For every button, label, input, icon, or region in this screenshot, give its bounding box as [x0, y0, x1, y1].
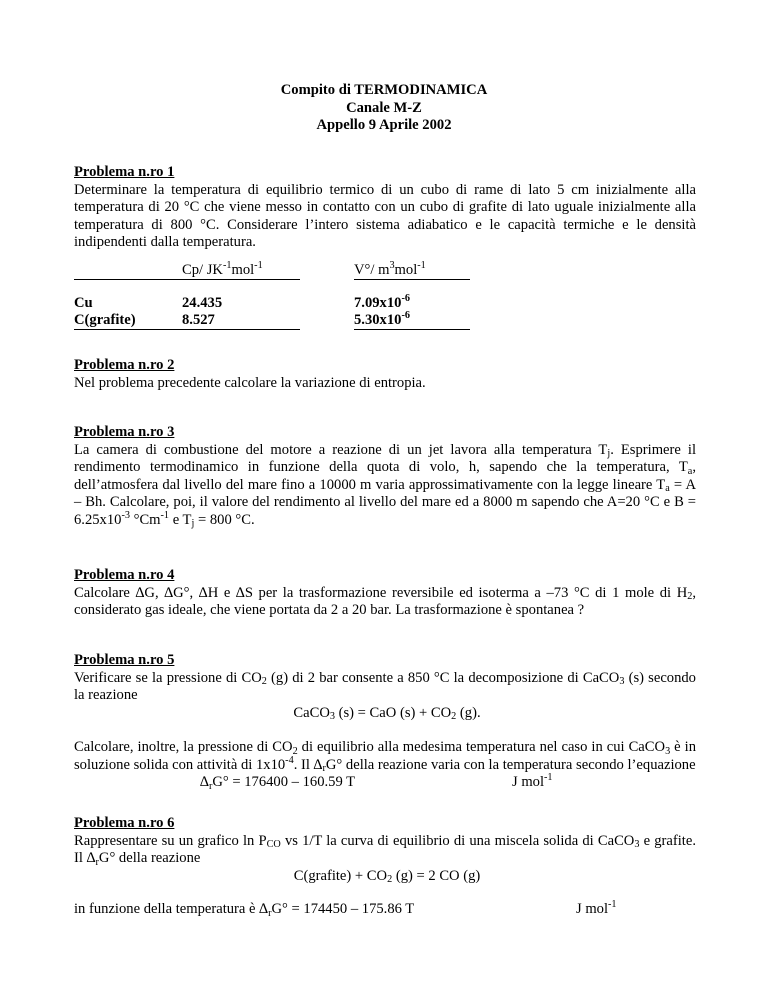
problem-6: [74, 815, 696, 919]
problem-3: [74, 424, 696, 529]
problem-1: [74, 164, 696, 252]
exam-date: Appello 9 Aprile 2002: [316, 117, 452, 133]
problem-6-title: Problema n.ro 6: [74, 815, 175, 831]
problem-4-title: Problema n.ro 4: [74, 567, 175, 583]
problem-5-equation-unit: J mol$^{-1}$: [512, 772, 553, 790]
problem-5: [74, 652, 696, 792]
table-bottom-rule-2: [354, 329, 470, 330]
problem-2-text: Nel problema precedente calcolare la variazione di entropia.: [74, 374, 426, 391]
problem-2: [74, 357, 696, 392]
problem-5-reaction: CaCO$_3$ (s) = CaO $(s) + CO_2$ (g).: [293, 704, 481, 723]
problem-6-equation: [74, 901, 696, 919]
exam-channel: Canale M-Z: [346, 99, 422, 116]
table-row-volume: $7.09x10^{-6}$: [354, 293, 410, 311]
problem-1-text: Determinare la temperatura di equilibrio termico di un cubo di rame di lato 5 cm inizialmente alla temperatura di 20 °C che viene messo in contatto con un cubo di grafite di lato uguale inizialmente alla temperatura di 800 °C. Considerare l’intero sistema adiabatico e le capacità termiche e le densità indipendenti dalla temperatura.: [74, 181, 696, 250]
problem-4: [74, 567, 696, 620]
problem-3-title: Problema n.ro 3: [74, 424, 175, 440]
table-header-cp: Cp/ $JK^{-1}mol^{-1}$: [182, 260, 263, 278]
problem-5-equation-expr: $\Delta_rG^\circ = 176400 - 160.59$ T: [200, 774, 356, 792]
table-bottom-rule-1: [74, 329, 300, 330]
problem-2-title: Problema n.ro 2: [74, 357, 175, 373]
table-header-rule-2: [354, 279, 470, 280]
table-header-volume: V°/ $m^3mol^{-1}$: [354, 260, 426, 278]
exam-title: Compito di TERMODINAMICA: [280, 82, 488, 98]
problem-5-text: Verificare se la pressione di $CO_2$ (g) di 2 bar consente a 850 °C la decomposizione di CaCO$_3$ (s) secondo la reazione: [74, 669, 696, 703]
table-header-rule-1: [74, 279, 300, 280]
problem-5-title: Problema n.ro 5: [74, 652, 175, 668]
problem-6-reaction: C(grafite) + $CO_2$ (g) = 2 CO (g): [293, 867, 481, 886]
table-row-name: Cu: [74, 295, 93, 311]
table-row-cp: 8.527: [182, 312, 215, 328]
table-row-volume: $5.30x10^{-6}$: [354, 310, 410, 328]
problem-1-title: Problema n.ro 1: [74, 164, 175, 180]
problem-6-text: Rappresentare su un grafico $\ln P_{CO}$ vs 1/T la curva di equilibrio di una miscela solida di CaCO$_3$ e grafite. Il $\Delta_rG^\circ$ della reazione: [74, 832, 696, 868]
problem-6-equation-unit: J mol$^{-1}$: [576, 899, 617, 917]
problem-5-text-2: Calcolare, inoltre, la pressione di $CO_2$ di equilibrio alla medesima temperatura nel caso in cui CaCO$_3$ è in soluzione solida con attività di $1x10^{-4}$. Il $\Delta_rG^\circ$ della reazione varia con la temperatura secondo l’equazione: [74, 739, 696, 775]
problem-6-equation-expr: in funzione della temperatura è $\Delta_rG^\circ = 174450 - 175.86$ T: [74, 901, 415, 919]
problem-5-equation: [74, 774, 696, 792]
table-row-cp: 24.435: [182, 295, 223, 311]
problem-3-text: La camera di combustione del motore a reazione di un jet lavora alla temperatura $T_j$. Esprimere il rendimento termodinamico in funzione della quota di volo, h, sapendo che la temperatura, $T_a$, dell’atmosfera dal livello del mare fino a 10000 m varia approssimativamente con la legge lineare $T_a = A - Bh$. Calcolare, poi, il valore del rendimento al livello del mare ed a 8000 m sapendo che A=20 °C e $B = 6.25x10^{-3}$ $^\circ Cm^{-1}$ e $T_j = 800$ °C.: [74, 441, 696, 530]
table-row-name: C(grafite): [74, 312, 136, 328]
exam-header: [0, 82, 768, 135]
problem-4-text: Calcolare ∆G, ∆G°, ∆H e ∆S per la trasformazione reversibile ed isoterma a –73 °C di 1 mole di $H_2$, considerato gas ideale, che viene portata da 2 a 20 bar. La trasformazione è spontanea ?: [74, 584, 696, 618]
